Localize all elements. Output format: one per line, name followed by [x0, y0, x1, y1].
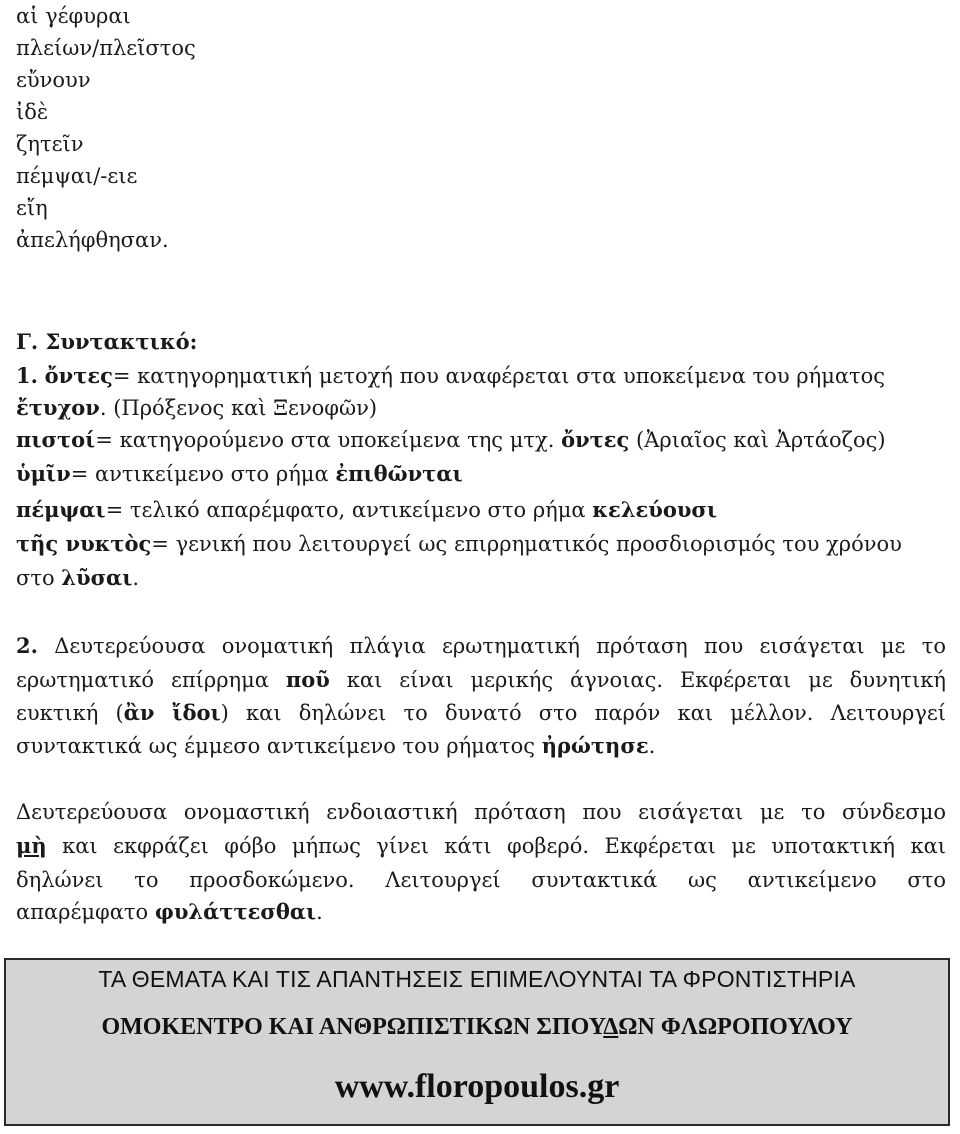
footer-website-link[interactable]: www.floropoulos.gr: [334, 1068, 620, 1105]
word-list-item: πλείων/πλεῖστος: [16, 36, 196, 60]
syntax-line: ὑμῖν= αντικείμενο στο ρήμα ἐπιθῶνται: [16, 461, 463, 486]
paragraph-line: Δευτερεύουσα ονομαστική ενδοιαστική πρόταση που εισάγεται με το σύνδεσμο: [16, 800, 946, 824]
footer-organization: ΟΜΟΚΕΝΤΡΟ ΚΑΙ ΑΝΘΡΩΠΙΣΤΙΚΩΝ ΣΠΟΥΔΩΝ ΦΛΩΡΟΠΟΥΛΟΥ: [101, 1014, 853, 1040]
footer-box: [4, 958, 950, 1126]
syntax-line: στο λῦσαι.: [16, 565, 140, 590]
word-list-item: αἱ γέφυραι: [16, 4, 131, 28]
paragraph-line: απαρέμφατο φυλάττεσθαι.: [16, 899, 323, 924]
word-list-item: ζητεῖν: [16, 132, 84, 156]
paragraph-line: 2. Δευτερεύουσα ονοματική πλάγια ερωτηματική πρόταση που εισάγεται με το: [16, 633, 946, 658]
syntax-line: 1. ὄντες= κατηγορηματική μετοχή που αναφέρεται στα υποκείμενα του ρήματος: [16, 363, 886, 388]
footer-title: ΤΑ ΘΕΜΑΤΑ ΚΑΙ ΤΙΣ ΑΠΑΝΤΗΣΕΙΣ ΕΠΙΜΕΛΟΥΝΤΑΙ ΤΑ ΦΡΟΝΤΙΣΤΗΡΙΑ: [98, 966, 856, 992]
paragraph-line: δηλώνει το προσδοκώμενο. Λειτουργεί συντακτικά ως αντικείμενο στο: [16, 868, 946, 892]
word-list-item: ἀπελήφθησαν.: [16, 228, 169, 252]
word-list-item: ἰδὲ: [16, 100, 49, 124]
word-list-item: πέμψαι/-ειε: [16, 164, 138, 188]
syntax-line: πιστοί= κατηγορούμενο στα υποκείμενα της μτχ. ὄντες (Ἀριαῖος καὶ Ἀρτάοζος): [16, 427, 886, 452]
paragraph-line: μὴ και εκφράζει φόβο μήπως γίνει κάτι φοβερό. Εκφέρεται με υποτακτική και: [16, 833, 946, 858]
word-list-item: εὔνουν: [16, 68, 91, 92]
syntax-line: πέμψαι= τελικό απαρέμφατο, αντικείμενο στο ρήμα κελεύουσι: [16, 497, 718, 522]
word-list-item: εἴη: [16, 196, 48, 220]
paragraph-line: ευκτική (ἂν ἴδοι) και δηλώνει το δυνατό στο παρόν και μέλλον. Λειτουργεί: [16, 700, 946, 725]
section-heading: Γ. Συντακτικό:: [16, 329, 198, 354]
paragraph-line: συντακτικά ως έμμεσο αντικείμενο του ρήματος ἠρώτησε.: [16, 733, 656, 758]
paragraph-line: ερωτηματικό επίρρημα ποῦ και είναι μερικής άγνοιας. Εκφέρεται με δυνητική: [16, 667, 946, 692]
syntax-line: ἔτυχον. (Πρόξενος καὶ Ξενοφῶν): [16, 395, 378, 420]
syntax-line: τῆς νυκτὸς= γενική που λειτουργεί ως επιρρηματικός προσδιορισμός του χρόνου: [16, 531, 902, 556]
